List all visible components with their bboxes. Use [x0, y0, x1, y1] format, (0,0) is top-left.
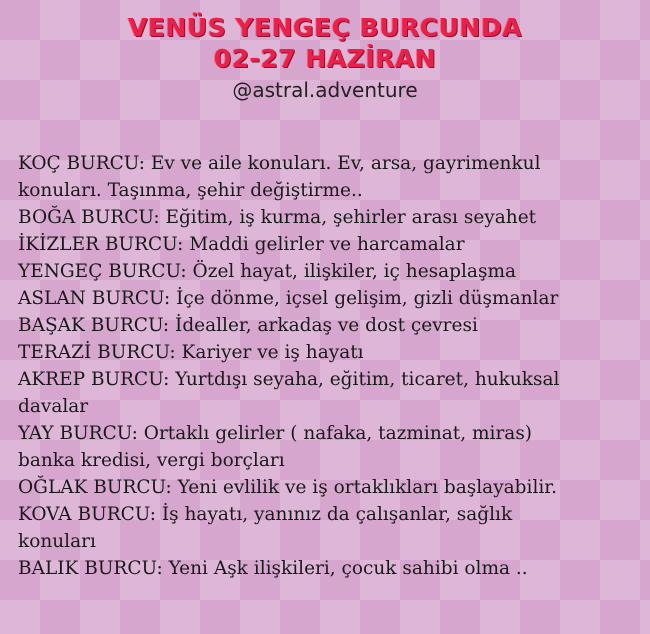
- text-line: TERAZİ BURCU: Kariyer ve iş hayatı: [18, 342, 364, 363]
- text-line: OĞLAK BURCU: Yeni evlilik ve iş ortaklıkları başlayabilir.: [18, 477, 557, 498]
- post-title: [0, 12, 650, 74]
- text-line: İKİZLER BURCU: Maddi gelirler ve harcamalar: [18, 234, 465, 255]
- text-line: BOĞA BURCU: Eğitim, iş kurma, şehirler arası seyahet: [18, 207, 537, 228]
- text-line: KOVA BURCU: İş hayatı, yanınız da çalışanlar, sağlık: [18, 504, 513, 525]
- title-line-1: VENÜS YENGEÇ BURCUNDA: [128, 13, 522, 42]
- account-handle: @astral.adventure: [232, 78, 418, 102]
- text-line: konuları. Taşınma, şehir değiştirme..: [18, 180, 363, 201]
- text-line: YENGEÇ BURCU: Özel hayat, ilişkiler, iç hesaplaşma: [18, 261, 517, 282]
- text-line: AKREP BURCU: Yurtdışı seyaha, eğitim, ticaret, hukuksal: [18, 369, 560, 390]
- text-line: konuları: [18, 531, 96, 552]
- text-line: ASLAN BURCU: İçe dönme, içsel gelişim, gizli düşmanlar: [18, 288, 559, 309]
- text-line: BAŞAK BURCU: İdealler, arkadaş ve dost çevresi: [18, 315, 478, 336]
- title-line-2: 02-27 HAZİRAN: [213, 44, 437, 73]
- text-line: YAY BURCU: Ortaklı gelirler ( nafaka, tazminat, miras): [18, 423, 533, 444]
- horoscope-list: [18, 150, 638, 582]
- text-line: banka kredisi, vergi borçları: [18, 450, 285, 471]
- text-line: BALIK BURCU: Yeni Aşk ilişkileri, çocuk sahibi olma ..: [18, 558, 528, 579]
- text-line: davalar: [18, 396, 89, 417]
- text-line: KOÇ BURCU: Ev ve aile konuları. Ev, arsa, gayrimenkul: [18, 153, 541, 174]
